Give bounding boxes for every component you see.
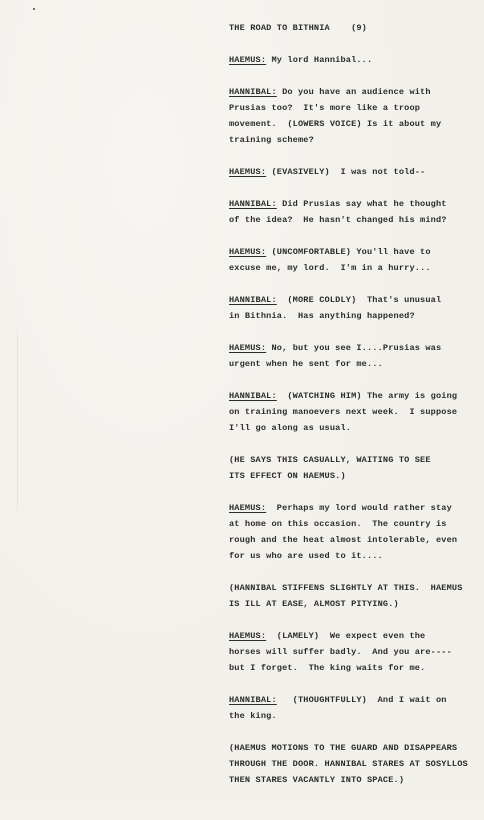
stage-direction-text: THEN STARES VACANTLY INTO SPACE.) xyxy=(229,775,405,785)
script-line xyxy=(229,196,447,212)
paper-fold-shadow xyxy=(17,330,18,510)
script-line xyxy=(229,116,441,132)
speaker-name: HAEMUS: xyxy=(229,247,267,257)
dialogue-text: Perhaps my lord would rather stay xyxy=(266,503,452,513)
script-line xyxy=(229,644,452,660)
speaker-name: HAEMUS: xyxy=(229,343,267,353)
script-line xyxy=(229,692,447,708)
script-line xyxy=(229,212,447,228)
script-line xyxy=(229,84,431,100)
script-line xyxy=(229,516,447,532)
script-line xyxy=(229,52,372,68)
script-line xyxy=(229,404,457,420)
script-line xyxy=(229,532,457,548)
dialogue-text: No, but you see I....Prusias was xyxy=(266,343,442,353)
stage-direction xyxy=(229,756,468,772)
dialogue-text: for us who are used to it.... xyxy=(229,551,383,561)
speaker-name: HANNIBAL: xyxy=(229,87,277,97)
page-header: THE ROAD TO BITHNIA (9) xyxy=(229,23,367,33)
script-line xyxy=(229,420,351,436)
dialogue-text: training scheme? xyxy=(229,135,314,145)
dialogue-text: Prusias too? It's more like a troop xyxy=(229,103,421,113)
script-line xyxy=(229,660,425,676)
paper-speck xyxy=(33,8,35,10)
dialogue-text: (LAMELY) We expect even the xyxy=(266,631,426,641)
stage-direction-text: (HE SAYS THIS CASUALLY, WAITING TO SEE xyxy=(229,455,431,465)
speaker-name: HAEMUS: xyxy=(229,55,267,65)
stage-direction-text: IS ILL AT EASE, ALMOST PITYING.) xyxy=(229,599,399,609)
speaker-name: HANNIBAL: xyxy=(229,391,277,401)
dialogue-text: (THOUGHTFULLY) And I wait on xyxy=(276,695,447,705)
stage-direction-text: (HANNIBAL STIFFENS SLIGHTLY AT THIS. HAEMUS xyxy=(229,583,463,593)
script-line xyxy=(229,628,425,644)
dialogue-text: rough and the heat almost intolerable, even xyxy=(229,535,458,545)
stage-direction xyxy=(229,772,404,788)
script-line xyxy=(229,292,441,308)
script-line xyxy=(229,340,441,356)
script-line xyxy=(229,388,457,404)
stage-direction xyxy=(229,580,463,596)
stage-direction-text: THROUGH THE DOOR. HANNIBAL STARES AT SOSYLLOS xyxy=(229,759,468,769)
speaker-name: HANNIBAL: xyxy=(229,199,277,209)
stage-direction-text: ITS EFFECT ON HAEMUS.) xyxy=(229,471,346,481)
speaker-name: HAEMUS: xyxy=(229,167,267,177)
stage-direction xyxy=(229,740,457,756)
script-line xyxy=(229,500,452,516)
dialogue-text: (UNCOMFORTABLE) You'll have to xyxy=(266,247,431,257)
dialogue-text: movement. (LOWERS VOICE) Is it about my xyxy=(229,119,442,129)
stage-direction xyxy=(229,596,399,612)
speaker-name: HANNIBAL: xyxy=(229,295,277,305)
speaker-name: HAEMUS: xyxy=(229,503,267,513)
dialogue-text: (MORE COLDLY) That's unusual xyxy=(276,295,442,305)
speaker-name: HANNIBAL: xyxy=(229,695,277,705)
dialogue-text: My lord Hannibal... xyxy=(266,55,373,65)
stage-direction-text: (HAEMUS MOTIONS TO THE GUARD AND DISAPPEARS xyxy=(229,743,458,753)
speaker-name: HAEMUS: xyxy=(229,631,267,641)
dialogue-text: the king. xyxy=(229,711,277,721)
dialogue-text: on training manoevers next week. I suppose xyxy=(229,407,458,417)
dialogue-text: excuse me, my lord. I'm in a hurry... xyxy=(229,263,431,273)
script-line xyxy=(229,164,425,180)
dialogue-text: in Bithnia. Has anything happened? xyxy=(229,311,415,321)
dialogue-text: urgent when he sent for me... xyxy=(229,359,383,369)
dialogue-text: Did Prusias say what he thought xyxy=(276,199,447,209)
dialogue-text: horses will suffer badly. And you are---- xyxy=(229,647,452,657)
stage-direction xyxy=(229,468,346,484)
dialogue-text: of the idea? He hasn't changed his mind? xyxy=(229,215,447,225)
script-body xyxy=(229,20,484,820)
dialogue-text: at home on this occasion. The country is xyxy=(229,519,447,529)
dialogue-text: I'll go along as usual. xyxy=(229,423,352,433)
script-line xyxy=(229,244,431,260)
dialogue-text: (EVASIVELY) I was not told-- xyxy=(266,167,426,177)
script-line xyxy=(229,356,383,372)
stage-direction xyxy=(229,452,431,468)
script-line xyxy=(229,548,383,564)
script-line xyxy=(229,260,431,276)
script-line xyxy=(229,708,277,724)
script-line xyxy=(229,308,415,324)
dialogue-text: Do you have an audience with xyxy=(276,87,431,97)
dialogue-text: but I forget. The king waits for me. xyxy=(229,663,426,673)
dialogue-text: (WATCHING HIM) The army is going xyxy=(276,391,458,401)
script-line xyxy=(229,132,314,148)
script-line xyxy=(229,100,420,116)
